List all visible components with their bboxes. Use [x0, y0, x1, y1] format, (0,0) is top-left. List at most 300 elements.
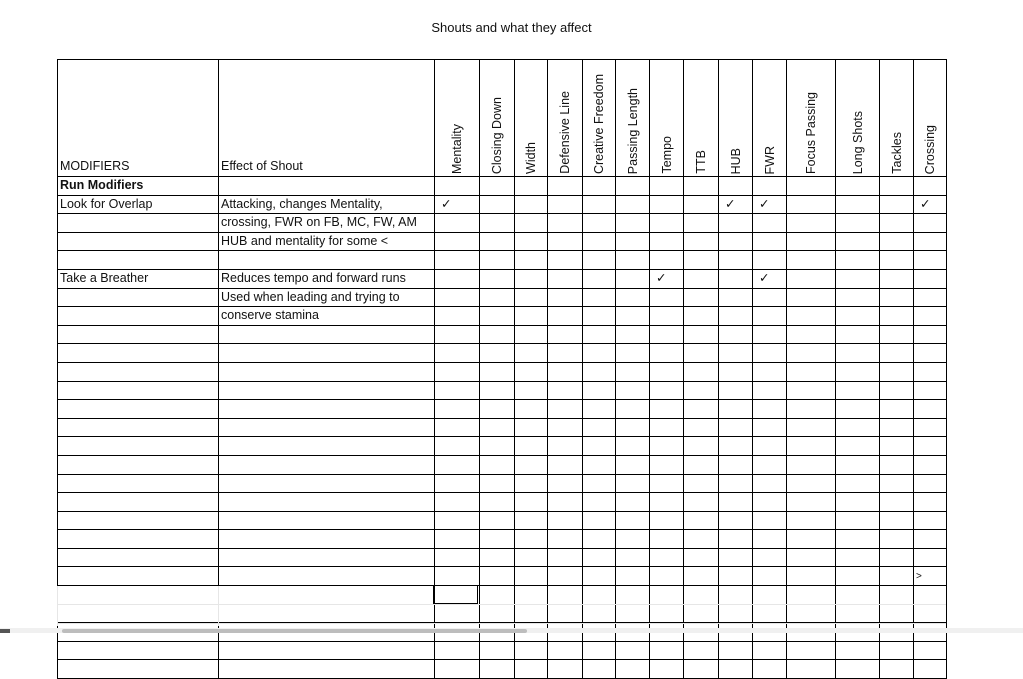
check-cell[interactable] — [515, 195, 548, 214]
empty-cell[interactable] — [219, 400, 435, 419]
check-cell[interactable] — [880, 269, 914, 288]
check-cell[interactable] — [548, 214, 583, 233]
empty-cell[interactable] — [880, 437, 914, 456]
empty-cell[interactable] — [616, 325, 650, 344]
empty-cell[interactable] — [515, 567, 548, 586]
effect-cell[interactable]: Reduces tempo and forward runs — [219, 269, 435, 288]
empty-cell[interactable] — [650, 177, 684, 196]
check-cell[interactable] — [515, 251, 548, 270]
empty-cell[interactable] — [719, 362, 753, 381]
empty-cell[interactable] — [684, 660, 719, 679]
empty-cell[interactable] — [480, 474, 515, 493]
empty-cell[interactable] — [58, 493, 219, 512]
empty-cell[interactable] — [753, 437, 787, 456]
empty-cell[interactable] — [880, 567, 914, 586]
empty-cell[interactable] — [650, 511, 684, 530]
check-cell[interactable] — [787, 288, 836, 307]
empty-cell[interactable] — [616, 511, 650, 530]
empty-cell[interactable] — [480, 548, 515, 567]
empty-cell[interactable] — [719, 381, 753, 400]
check-cell[interactable] — [914, 251, 947, 270]
empty-cell[interactable] — [836, 548, 880, 567]
empty-cell[interactable] — [435, 381, 480, 400]
empty-cell[interactable] — [480, 641, 515, 660]
check-cell[interactable] — [480, 214, 515, 233]
empty-cell[interactable] — [435, 455, 480, 474]
empty-cell[interactable] — [753, 455, 787, 474]
empty-cell[interactable] — [880, 530, 914, 549]
check-cell[interactable] — [719, 251, 753, 270]
empty-cell[interactable] — [719, 660, 753, 679]
check-cell[interactable] — [435, 251, 480, 270]
check-cell[interactable] — [684, 251, 719, 270]
check-cell[interactable] — [515, 307, 548, 326]
empty-cell[interactable] — [548, 641, 583, 660]
empty-cell[interactable] — [753, 400, 787, 419]
empty-cell[interactable] — [836, 418, 880, 437]
empty-cell[interactable] — [787, 418, 836, 437]
empty-cell[interactable] — [480, 418, 515, 437]
check-cell[interactable] — [787, 307, 836, 326]
check-cell[interactable] — [787, 269, 836, 288]
empty-cell[interactable] — [219, 325, 435, 344]
check-cell[interactable] — [836, 307, 880, 326]
empty-cell[interactable] — [914, 400, 947, 419]
effect-cell[interactable]: conserve stamina — [219, 307, 435, 326]
empty-cell[interactable] — [616, 567, 650, 586]
empty-cell[interactable] — [753, 548, 787, 567]
empty-cell[interactable] — [616, 660, 650, 679]
empty-cell[interactable] — [219, 418, 435, 437]
empty-cell[interactable] — [787, 455, 836, 474]
empty-cell[interactable] — [515, 511, 548, 530]
check-cell[interactable] — [719, 232, 753, 251]
check-cell[interactable] — [515, 232, 548, 251]
empty-cell[interactable] — [753, 381, 787, 400]
empty-cell[interactable] — [583, 400, 616, 419]
empty-cell[interactable] — [880, 381, 914, 400]
empty-cell[interactable] — [515, 400, 548, 419]
check-cell[interactable] — [787, 195, 836, 214]
empty-cell[interactable] — [650, 493, 684, 512]
empty-cell[interactable] — [219, 437, 435, 456]
empty-cell[interactable] — [583, 437, 616, 456]
check-cell[interactable] — [684, 232, 719, 251]
empty-cell[interactable] — [58, 325, 219, 344]
empty-cell[interactable] — [914, 474, 947, 493]
empty-cell[interactable] — [219, 511, 435, 530]
empty-cell[interactable] — [583, 381, 616, 400]
empty-cell[interactable] — [435, 641, 480, 660]
check-cell[interactable] — [616, 214, 650, 233]
empty-cell[interactable] — [880, 177, 914, 196]
empty-cell[interactable] — [583, 362, 616, 381]
empty-cell[interactable] — [684, 437, 719, 456]
empty-cell[interactable] — [616, 177, 650, 196]
empty-cell[interactable] — [914, 325, 947, 344]
selected-cell[interactable] — [433, 586, 478, 604]
empty-cell[interactable] — [914, 418, 947, 437]
check-cell[interactable] — [880, 214, 914, 233]
empty-cell[interactable] — [548, 344, 583, 363]
empty-cell[interactable] — [684, 362, 719, 381]
column-header-focus-passing[interactable] — [787, 60, 836, 177]
check-cell[interactable] — [753, 307, 787, 326]
empty-cell[interactable] — [914, 660, 947, 679]
empty-cell[interactable] — [719, 344, 753, 363]
empty-cell[interactable] — [548, 567, 583, 586]
check-cell[interactable] — [548, 269, 583, 288]
check-cell[interactable] — [616, 288, 650, 307]
empty-cell[interactable] — [787, 567, 836, 586]
effect-cell[interactable]: Attacking, changes Mentality, — [219, 195, 435, 214]
check-cell[interactable] — [650, 214, 684, 233]
check-cell[interactable] — [836, 195, 880, 214]
empty-cell[interactable] — [548, 530, 583, 549]
check-cell[interactable] — [435, 232, 480, 251]
empty-cell[interactable] — [880, 325, 914, 344]
empty-cell[interactable] — [515, 660, 548, 679]
empty-cell[interactable] — [435, 325, 480, 344]
check-cell[interactable] — [650, 195, 684, 214]
empty-cell[interactable] — [650, 381, 684, 400]
check-cell[interactable] — [583, 269, 616, 288]
empty-cell[interactable] — [880, 474, 914, 493]
check-cell[interactable] — [753, 251, 787, 270]
check-cell[interactable] — [515, 269, 548, 288]
empty-cell[interactable] — [650, 641, 684, 660]
check-cell[interactable] — [480, 307, 515, 326]
check-cell[interactable] — [616, 269, 650, 288]
empty-cell[interactable] — [914, 530, 947, 549]
empty-cell[interactable] — [58, 530, 219, 549]
empty-cell[interactable] — [548, 418, 583, 437]
empty-cell[interactable] — [880, 344, 914, 363]
column-header-tempo[interactable] — [650, 60, 684, 177]
empty-cell[interactable] — [836, 362, 880, 381]
horizontal-scrollbar[interactable] — [62, 629, 527, 633]
empty-cell[interactable] — [914, 344, 947, 363]
effect-cell[interactable]: HUB and mentality for some < — [219, 232, 435, 251]
empty-cell[interactable] — [787, 437, 836, 456]
empty-cell[interactable] — [880, 418, 914, 437]
empty-cell[interactable] — [480, 530, 515, 549]
empty-cell[interactable] — [836, 177, 880, 196]
check-cell[interactable] — [880, 307, 914, 326]
empty-cell[interactable] — [219, 493, 435, 512]
empty-cell[interactable] — [787, 400, 836, 419]
empty-cell[interactable] — [219, 641, 435, 660]
empty-cell[interactable] — [583, 455, 616, 474]
empty-cell[interactable] — [719, 474, 753, 493]
column-header-ttb[interactable] — [684, 60, 719, 177]
empty-cell[interactable] — [650, 455, 684, 474]
empty-cell[interactable] — [616, 362, 650, 381]
empty-cell[interactable] — [836, 400, 880, 419]
empty-cell[interactable] — [435, 418, 480, 437]
empty-cell[interactable] — [616, 344, 650, 363]
empty-cell[interactable] — [719, 567, 753, 586]
empty-cell[interactable] — [58, 567, 219, 586]
empty-cell[interactable] — [219, 177, 435, 196]
check-cell[interactable] — [435, 214, 480, 233]
check-cell[interactable] — [480, 288, 515, 307]
effect-cell[interactable]: Used when leading and trying to — [219, 288, 435, 307]
empty-cell[interactable] — [548, 660, 583, 679]
empty-cell[interactable] — [880, 548, 914, 567]
empty-cell[interactable] — [583, 493, 616, 512]
empty-cell[interactable] — [753, 511, 787, 530]
empty-cell[interactable] — [583, 344, 616, 363]
effect-cell[interactable] — [219, 251, 435, 270]
empty-cell[interactable] — [435, 530, 480, 549]
empty-cell[interactable] — [616, 418, 650, 437]
empty-cell[interactable] — [435, 493, 480, 512]
empty-cell[interactable] — [480, 400, 515, 419]
empty-cell[interactable] — [836, 567, 880, 586]
empty-cell[interactable] — [515, 641, 548, 660]
check-mark-icon[interactable]: ✓ — [753, 195, 787, 214]
empty-cell[interactable] — [435, 474, 480, 493]
empty-cell[interactable] — [684, 344, 719, 363]
empty-cell[interactable] — [616, 548, 650, 567]
empty-cell[interactable] — [583, 511, 616, 530]
empty-cell[interactable] — [548, 437, 583, 456]
empty-cell[interactable] — [583, 177, 616, 196]
column-header-creative-freedom[interactable] — [583, 60, 616, 177]
empty-cell[interactable] — [480, 344, 515, 363]
empty-cell[interactable] — [616, 474, 650, 493]
empty-cell[interactable] — [616, 641, 650, 660]
check-cell[interactable] — [836, 251, 880, 270]
empty-cell[interactable] — [650, 474, 684, 493]
check-cell[interactable] — [650, 251, 684, 270]
check-cell[interactable] — [515, 288, 548, 307]
empty-cell[interactable] — [836, 511, 880, 530]
empty-cell[interactable] — [787, 344, 836, 363]
empty-cell[interactable] — [548, 381, 583, 400]
check-cell[interactable] — [836, 214, 880, 233]
empty-cell[interactable] — [880, 400, 914, 419]
check-cell[interactable] — [480, 251, 515, 270]
check-cell[interactable] — [787, 251, 836, 270]
empty-cell[interactable] — [515, 362, 548, 381]
empty-cell[interactable] — [684, 567, 719, 586]
empty-cell[interactable] — [515, 548, 548, 567]
column-header-crossing[interactable] — [914, 60, 947, 177]
empty-cell[interactable] — [58, 474, 219, 493]
check-cell[interactable] — [435, 269, 480, 288]
check-cell[interactable] — [880, 195, 914, 214]
modifier-cell[interactable] — [58, 214, 219, 233]
empty-cell[interactable] — [583, 530, 616, 549]
empty-cell[interactable] — [914, 493, 947, 512]
empty-cell[interactable] — [836, 437, 880, 456]
empty-cell[interactable] — [719, 455, 753, 474]
empty-cell[interactable] — [650, 325, 684, 344]
empty-cell[interactable] — [219, 548, 435, 567]
empty-cell[interactable] — [787, 660, 836, 679]
modifier-cell[interactable] — [58, 251, 219, 270]
empty-cell[interactable] — [548, 455, 583, 474]
column-header-tackles[interactable] — [880, 60, 914, 177]
empty-cell[interactable] — [515, 325, 548, 344]
check-cell[interactable] — [836, 232, 880, 251]
check-cell[interactable] — [836, 288, 880, 307]
empty-cell[interactable] — [58, 511, 219, 530]
empty-cell[interactable] — [650, 530, 684, 549]
empty-cell[interactable] — [515, 177, 548, 196]
check-cell[interactable] — [480, 232, 515, 251]
empty-cell[interactable] — [583, 325, 616, 344]
empty-cell[interactable] — [753, 344, 787, 363]
empty-cell[interactable] — [753, 177, 787, 196]
check-cell[interactable] — [583, 251, 616, 270]
column-header-width[interactable] — [515, 60, 548, 177]
empty-cell[interactable] — [914, 177, 947, 196]
empty-cell[interactable] — [914, 455, 947, 474]
empty-cell[interactable] — [583, 660, 616, 679]
column-header-long-shots[interactable] — [836, 60, 880, 177]
empty-cell[interactable] — [836, 660, 880, 679]
empty-cell[interactable] — [515, 455, 548, 474]
empty-cell[interactable] — [914, 641, 947, 660]
empty-cell[interactable] — [787, 474, 836, 493]
empty-cell[interactable] — [548, 400, 583, 419]
empty-cell[interactable] — [836, 344, 880, 363]
empty-cell[interactable] — [753, 530, 787, 549]
empty-cell[interactable] — [435, 362, 480, 381]
empty-cell[interactable] — [684, 511, 719, 530]
empty-cell[interactable] — [219, 381, 435, 400]
empty-cell[interactable] — [753, 641, 787, 660]
check-mark-icon[interactable]: ✓ — [914, 195, 947, 214]
check-cell[interactable] — [914, 214, 947, 233]
empty-cell[interactable] — [515, 418, 548, 437]
empty-cell[interactable] — [58, 660, 219, 679]
check-cell[interactable] — [836, 269, 880, 288]
empty-cell[interactable] — [836, 641, 880, 660]
empty-cell[interactable] — [650, 400, 684, 419]
check-cell[interactable] — [548, 195, 583, 214]
empty-cell[interactable] — [836, 455, 880, 474]
sheet-tab[interactable] — [0, 629, 10, 633]
empty-cell[interactable] — [548, 548, 583, 567]
empty-cell[interactable] — [219, 344, 435, 363]
check-cell[interactable] — [435, 307, 480, 326]
empty-cell[interactable] — [515, 437, 548, 456]
empty-cell[interactable] — [435, 660, 480, 679]
check-cell[interactable] — [753, 288, 787, 307]
empty-cell[interactable] — [914, 548, 947, 567]
column-header-defensive-line[interactable] — [548, 60, 583, 177]
empty-cell[interactable] — [650, 660, 684, 679]
check-cell[interactable] — [616, 251, 650, 270]
empty-cell[interactable] — [650, 437, 684, 456]
check-cell[interactable] — [914, 269, 947, 288]
empty-cell[interactable] — [914, 381, 947, 400]
check-cell[interactable] — [583, 307, 616, 326]
empty-cell[interactable] — [787, 511, 836, 530]
empty-cell[interactable] — [787, 362, 836, 381]
check-cell[interactable] — [914, 232, 947, 251]
empty-cell[interactable] — [435, 344, 480, 363]
column-header-mentality[interactable] — [435, 60, 480, 177]
empty-cell[interactable] — [515, 344, 548, 363]
empty-cell[interactable] — [787, 493, 836, 512]
check-cell[interactable] — [684, 307, 719, 326]
empty-cell[interactable] — [684, 474, 719, 493]
empty-cell[interactable] — [480, 567, 515, 586]
check-cell[interactable] — [548, 307, 583, 326]
empty-cell[interactable] — [753, 325, 787, 344]
empty-cell[interactable] — [219, 567, 435, 586]
empty-cell[interactable] — [58, 548, 219, 567]
empty-cell[interactable] — [753, 660, 787, 679]
empty-cell[interactable] — [650, 344, 684, 363]
check-cell[interactable] — [548, 288, 583, 307]
empty-cell[interactable] — [58, 641, 219, 660]
check-cell[interactable] — [616, 232, 650, 251]
empty-cell[interactable] — [480, 381, 515, 400]
empty-cell[interactable] — [548, 362, 583, 381]
empty-cell[interactable] — [616, 381, 650, 400]
empty-cell[interactable] — [719, 418, 753, 437]
empty-cell[interactable] — [914, 362, 947, 381]
empty-cell[interactable] — [583, 474, 616, 493]
check-cell[interactable] — [548, 232, 583, 251]
empty-cell[interactable] — [435, 511, 480, 530]
check-cell[interactable] — [616, 195, 650, 214]
effect-header[interactable]: Effect of Shout — [219, 60, 435, 177]
empty-cell[interactable] — [836, 530, 880, 549]
check-cell[interactable] — [583, 195, 616, 214]
empty-cell[interactable] — [684, 177, 719, 196]
empty-cell[interactable] — [435, 437, 480, 456]
empty-cell[interactable] — [880, 362, 914, 381]
empty-cell[interactable] — [480, 325, 515, 344]
modifier-cell[interactable]: Take a Breather — [58, 269, 219, 288]
check-cell[interactable] — [650, 307, 684, 326]
empty-cell[interactable] — [58, 418, 219, 437]
empty-cell[interactable] — [616, 530, 650, 549]
modifier-cell[interactable] — [58, 232, 219, 251]
check-cell[interactable] — [684, 214, 719, 233]
check-mark-icon[interactable]: ✓ — [753, 269, 787, 288]
empty-cell[interactable] — [880, 493, 914, 512]
empty-cell[interactable] — [719, 177, 753, 196]
check-mark-icon[interactable]: ✓ — [719, 195, 753, 214]
empty-cell[interactable] — [836, 493, 880, 512]
check-cell[interactable] — [583, 288, 616, 307]
empty-cell[interactable] — [548, 177, 583, 196]
empty-cell[interactable] — [684, 641, 719, 660]
empty-cell[interactable] — [616, 400, 650, 419]
empty-cell[interactable] — [435, 177, 480, 196]
check-cell[interactable] — [480, 269, 515, 288]
empty-cell[interactable] — [548, 325, 583, 344]
empty-cell[interactable] — [719, 641, 753, 660]
empty-cell[interactable] — [583, 641, 616, 660]
empty-cell[interactable] — [219, 530, 435, 549]
empty-cell[interactable] — [219, 362, 435, 381]
empty-cell[interactable] — [914, 511, 947, 530]
empty-cell[interactable] — [719, 530, 753, 549]
stray-mark[interactable]: > — [914, 567, 947, 586]
empty-cell[interactable] — [719, 548, 753, 567]
empty-cell[interactable] — [548, 511, 583, 530]
empty-cell[interactable] — [616, 437, 650, 456]
